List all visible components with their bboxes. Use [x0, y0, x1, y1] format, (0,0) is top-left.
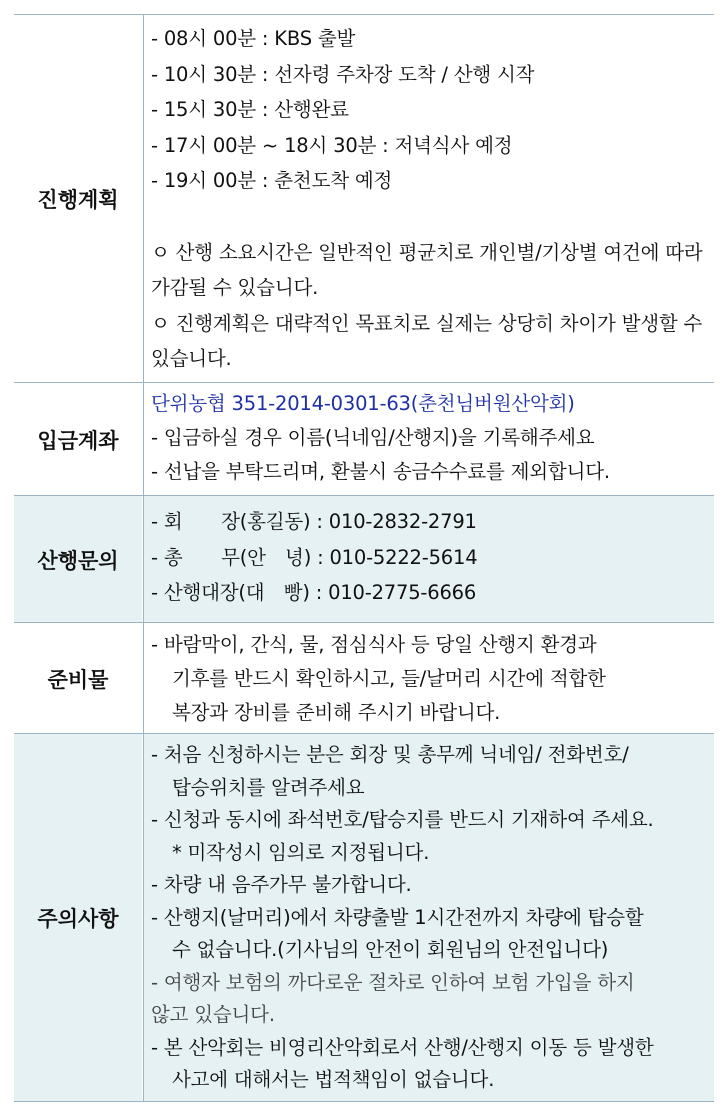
deposit-content — [143, 383, 714, 496]
contact-label: 산행문의 — [14, 496, 142, 623]
row-deposit — [14, 382, 714, 496]
caution-line: 사고에 대해서는 법적책임이 없습니다. — [172, 1068, 495, 1091]
plan-note: ㅇ 산행 소요시간은 일반적인 평균치로 개인별/기상별 여건에 따라 가감될 수 있습니다. — [151, 240, 703, 299]
plan-note: ㅇ 진행계획은 대략적인 목표치로 실제는 상당히 차이가 발생할 수 있습니다. — [151, 311, 703, 370]
caution-line: - 신청과 동시에 좌석번호/탑승지를 반드시 기재하여 주세요. — [151, 808, 654, 831]
deposit-label: 입금계좌 — [37, 428, 119, 453]
caution-line: - 차량 내 음주가무 불가합니다. — [151, 873, 412, 896]
plan-line: - 10시 30분 : 선자령 주차장 도착 / 산행 시작 — [151, 62, 535, 86]
row-cautions — [14, 733, 714, 1102]
supplies-line: - 바람막이, 간식, 물, 점심식사 등 당일 산행지 환경과 — [151, 633, 597, 656]
deposit-line: - 입금하실 경우 이름(닉네임/산행지)을 기록해주세요 — [151, 426, 595, 449]
caution-line: - 산행지(날머리)에서 차량출발 1시간전까지 차량에 탑승할 — [151, 905, 644, 929]
row-supplies — [14, 622, 714, 734]
plan-line: - 19시 00분 : 춘천도착 예정 — [151, 169, 393, 192]
supplies-line: 복장과 장비를 준비해 주시기 바랍니다. — [172, 701, 501, 724]
caution-line: 탑승위치를 알려주세요 — [172, 775, 365, 799]
deposit-line: - 선납을 부탁드리며, 환불시 송금수수료를 제외합니다. — [151, 460, 610, 483]
caution-line: * 미작성시 임의로 지정됩니다. — [172, 840, 430, 864]
caution-line: - 여행자 보험의 까다로운 절차로 인하여 보험 가입을 하지 — [151, 970, 635, 994]
supplies-content — [143, 623, 714, 734]
contact-line: - 총 무(안 녕) : 010-5222-5614 — [151, 545, 478, 569]
caution-line: - 처음 신청하시는 분은 회장 및 총무께 닉네임/ 전화번호/ — [151, 743, 629, 766]
plan-line: - 17시 00분 ~ 18시 30분 : 저녁식사 예정 — [151, 133, 513, 157]
account-number: 단위농협 351-2014-0301-63(춘천님버원산악회) — [151, 392, 575, 415]
row-contact — [14, 495, 714, 623]
plan-line: - 15시 30분 : 산행완료 — [151, 98, 349, 121]
contact-line: - 산행대장(대 빵) : 010-2775-6666 — [151, 581, 477, 604]
plan-line: - 08시 00분 : KBS 출발 — [151, 27, 356, 50]
row-plan — [14, 14, 714, 383]
contact-line: - 회 장(홍길동) : 010-2832-2791 — [151, 510, 477, 533]
supplies-line: 기후를 반드시 확인하시고, 들/날머리 시간에 적합한 — [172, 667, 606, 690]
cautions-label: 주의사항 — [14, 734, 142, 1101]
cautions-content — [143, 734, 714, 1101]
contact-content — [143, 496, 714, 623]
plan-label: 진행계획 — [37, 188, 119, 212]
caution-line: 않고 있습니다. — [151, 1003, 275, 1026]
caution-line: - 본 산악회는 비영리산악회로서 산행/산행지 이동 등 발생한 — [151, 1035, 654, 1059]
plan-content — [143, 15, 714, 383]
supplies-label: 준비물 — [47, 667, 109, 692]
caution-line: 수 없습니다.(기사님의 안전이 회원님의 안전입니다) — [172, 938, 609, 961]
